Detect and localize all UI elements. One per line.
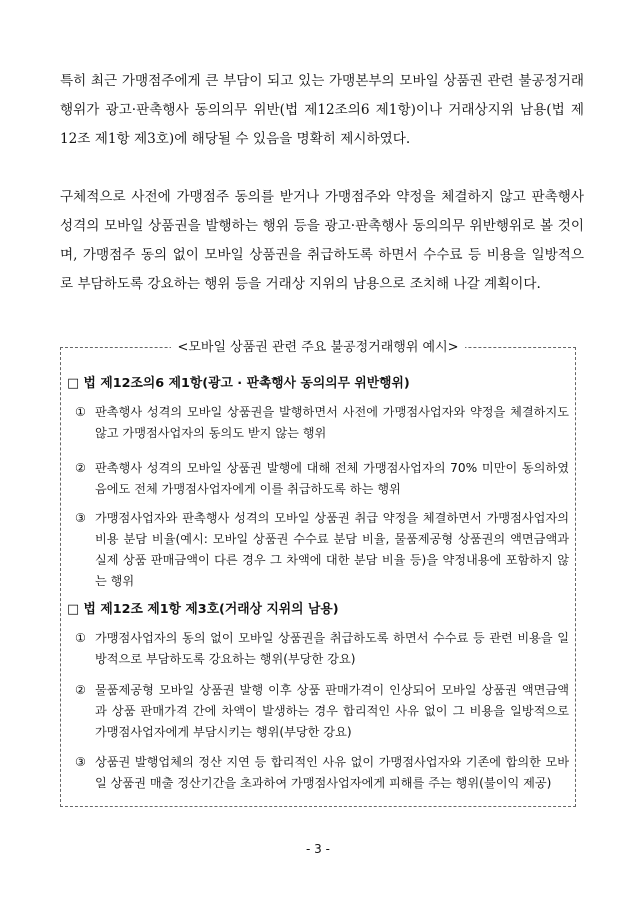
paragraph-text: 구체적으로 사전에 가맹점주 동의를 받거나 가맹점주와 약정을 체결하지 않고 판촉행사 성격의 모바일 상품권을 발행하는 행위 등을 광고·판촉행사 동의의무 위반행위로 볼 것이며, 가맹점주 동의 없이 모바일 상품권을 취급하도록 하면서 수수료 등 비용을 일방적으로 부담하도록 강요하는 행위 등을 거래상 지위의 남용으로 조치해 나갈 계획이다.	[60, 189, 584, 292]
box-title-wrap	[61, 336, 575, 355]
item-number: ②	[75, 683, 86, 697]
intro-paragraph-2	[60, 183, 584, 299]
page-number: - 3 -	[306, 842, 330, 856]
example-box	[60, 340, 576, 807]
section-2-item-3	[75, 752, 569, 794]
section-1-item-3	[75, 508, 569, 592]
section-2-item-1	[75, 628, 569, 670]
item-text: 가맹점사업자의 동의 없이 모바일 상품권을 취급하도록 하면서 수수료 등 관련 비용을 일방적으로 부담하도록 강요하는 행위(부당한 강요)	[95, 631, 569, 666]
section-heading-1: □ 법 제12조의6 제1항(광고 · 판촉행사 동의의무 위반행위)	[67, 376, 410, 391]
item-text: 판촉행사 성격의 모바일 상품권 발행에 대해 전체 가맹점사업자의 70% 미만이 동의하였음에도 전체 가맹점사업자에게 이를 취급하도록 하는 행위	[95, 461, 569, 496]
section-2-item-2	[75, 680, 569, 743]
item-number: ③	[75, 511, 86, 525]
item-text: 가맹점사업자와 판촉행사 성격의 모바일 상품권 취급 약정을 체결하면서 가맹점사업자의 비용 분담 비율(예시: 모바일 상품권 수수료 분담 비율, 물품제공형 상품권의 액면금액과 실제 상품 판매금액이 다른 경우 그 차액에 대한 분담 비율 등)을 약정내용에 포함하지 않는 행위	[95, 511, 569, 588]
item-text: 상품권 발행업체의 정산 지연 등 합리적인 사유 없이 가맹점사업자와 기존에 합의한 모바일 상품권 매출 정산기간을 초과하여 가맹점사업자에게 피해를 주는 행위(불이익 제공)	[95, 755, 569, 790]
item-text: 물품제공형 모바일 상품권 발행 이후 상품 판매가격이 인상되어 모바일 상품권 액면금액과 상품 판매가격 간에 차액이 발생하는 경우 합리적인 사유 없이 그 비용을 일방적으로 가맹점사업자에게 부담시키는 행위(부당한 강요)	[95, 683, 569, 739]
item-number: ②	[75, 461, 86, 475]
box-title: <모바일 상품권 관련 주요 불공정거래행위 예시>	[171, 340, 464, 355]
intro-paragraph-1	[60, 67, 584, 154]
section-heading-2: □ 법 제12조 제1항 제3호(거래상 지위의 남용)	[67, 602, 339, 617]
item-number: ①	[75, 631, 86, 645]
item-number: ③	[75, 755, 86, 769]
paragraph-text: 특히 최근 가맹점주에게 큰 부담이 되고 있는 가맹본부의 모바일 상품권 관련 불공정거래행위가 광고·판촉행사 동의의무 위반(법 제12조의6 제1항)이나 거래상지위 남용(법 제12조 제1항 제3호)에 해당될 수 있음을 명확히 제시하였다.	[60, 73, 584, 147]
item-text: 판촉행사 성격의 모바일 상품권을 발행하면서 사전에 가맹점사업자와 약정을 체결하지도 않고 가맹점사업자의 동의도 받지 않는 행위	[95, 405, 569, 440]
section-1-item-1	[75, 402, 569, 444]
section-1-item-2	[75, 458, 569, 500]
item-number: ①	[75, 405, 86, 419]
